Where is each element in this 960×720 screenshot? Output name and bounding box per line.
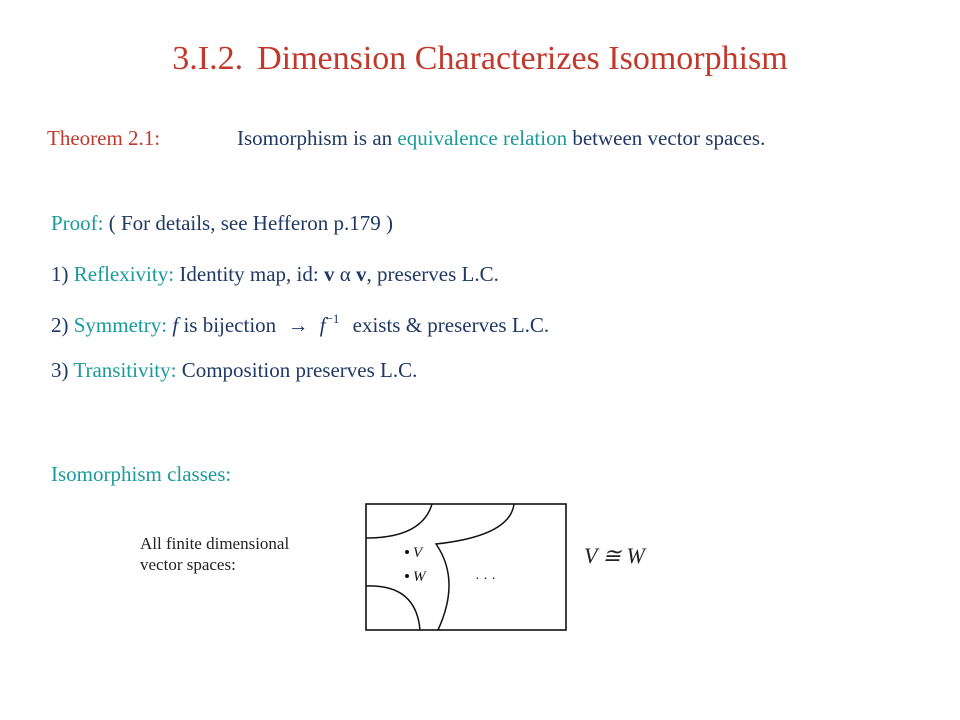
item-name: Reflexivity:	[73, 262, 175, 286]
theorem-text-part1: Isomorphism is an	[237, 126, 393, 150]
item-number: 3)	[51, 358, 69, 382]
item-number: 2)	[51, 313, 69, 337]
theorem-text-part2: between vector spaces.	[572, 126, 766, 150]
item-number: 1)	[51, 262, 69, 286]
figure-caption	[140, 533, 289, 575]
inverse-sup: −1	[325, 311, 340, 326]
ellipsis: · · ·	[475, 572, 496, 587]
proof-header	[51, 211, 393, 236]
isomorphism-classes-label: Isomorphism classes:	[51, 462, 232, 486]
inverse-function	[320, 313, 340, 337]
theorem	[47, 126, 765, 151]
point-w-dot	[405, 574, 409, 578]
proof-details: ( For details, see Hefferon p.179 )	[108, 211, 393, 235]
item-text: Composition preserves L.C.	[181, 358, 418, 382]
item-name: Transitivity:	[73, 358, 177, 382]
proof-item-transitivity	[51, 358, 417, 383]
point-w-label: W	[413, 569, 426, 585]
page-title	[0, 40, 960, 78]
item-var-v2: v	[356, 262, 367, 286]
proof-item-symmetry	[51, 311, 549, 338]
isomorphic-relation: V ≅ W	[584, 543, 645, 568]
inverse-func: f	[319, 313, 326, 337]
caption-line1: All finite dimensional	[140, 534, 290, 553]
proof-item-reflexivity	[51, 262, 499, 287]
isomorphism-classes-diagram	[360, 500, 572, 632]
point-v-label: V	[413, 545, 423, 561]
theorem-label: Theorem 2.1:	[47, 126, 161, 150]
title-text: Dimension Characterizes Isomorphism	[257, 40, 788, 77]
theorem-highlight: equivalence relation	[397, 126, 568, 150]
item-text-end: , preserves L.C.	[366, 262, 499, 286]
point-v-dot	[405, 550, 409, 554]
caption-line2: vector spaces:	[140, 555, 236, 574]
diagram-frame	[366, 504, 566, 630]
item-var-v1: v	[323, 262, 335, 286]
arrow-symbol: →	[287, 313, 309, 337]
item-text: is bijection	[183, 313, 277, 337]
maps-to-symbol: α	[339, 262, 351, 286]
item-text-end: exists & preserves L.C.	[352, 313, 550, 337]
section-number: 3.I.2.	[172, 40, 244, 77]
func-f: f	[172, 313, 179, 337]
item-text: Identity map, id:	[179, 262, 319, 286]
proof-label: Proof:	[51, 211, 104, 235]
item-name: Symmetry:	[73, 313, 168, 337]
